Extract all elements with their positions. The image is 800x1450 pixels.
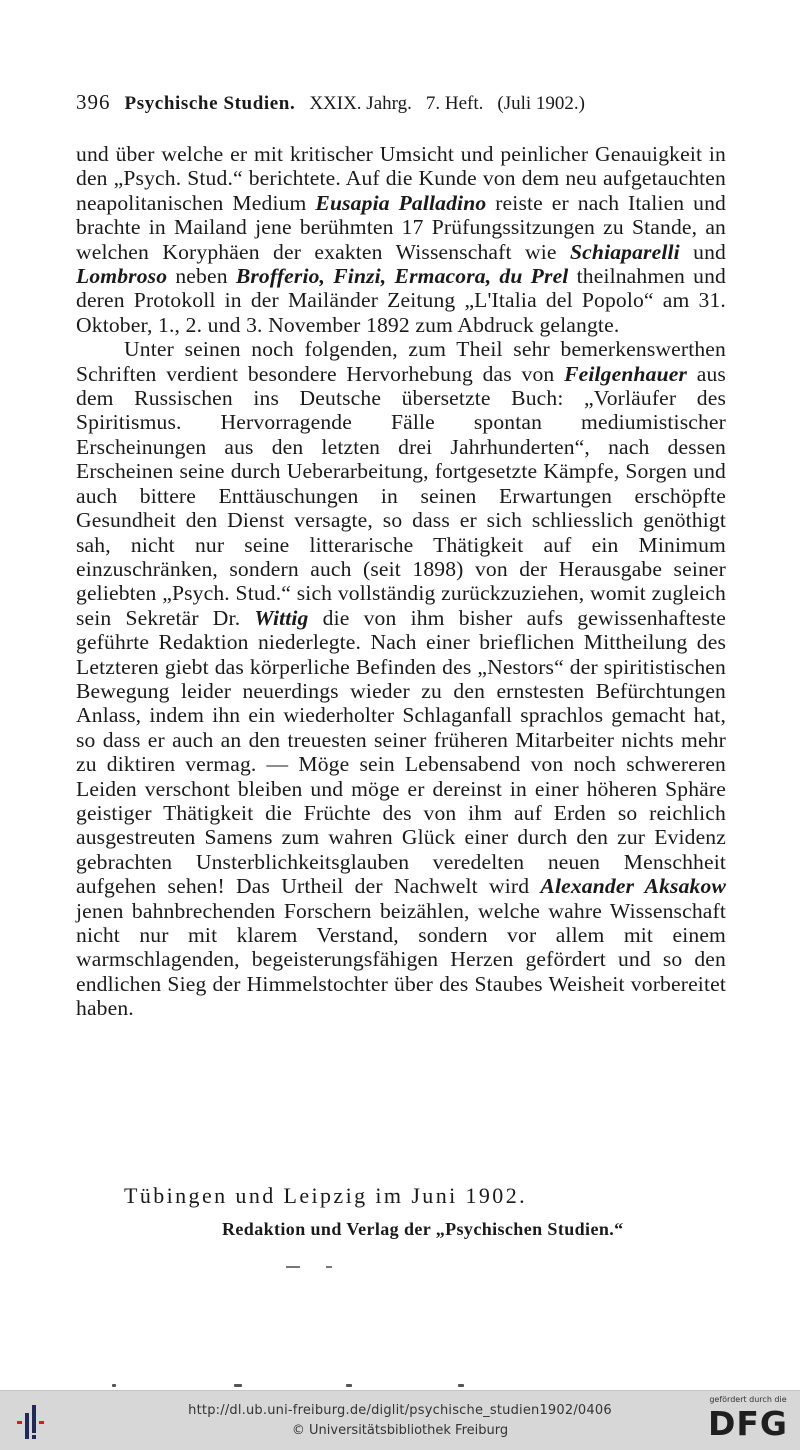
dfg-funding-note: gefördert durch die (709, 1395, 787, 1404)
ub-freiburg-logo-icon[interactable] (16, 1401, 46, 1441)
editorial-signature: Redaktion und Verlag der „Psychischen Studien.“ (222, 1219, 624, 1239)
article-body (76, 142, 726, 1021)
text-run: aus dem Russischen ins Deutsche übersetzte Buch: „Vorläufer des Spiritismus. Hervorragende Fälle spontan mediumistischer Erscheinungen aus den letzten drei Jahrhunderten“, nach dessen Erscheinen seine durch Ueberarbeitung, fortgesetzte Kämpfe, Sorgen und auch bittere Enttäuschungen in seinen Erwartungen erschöpfte Gesundheit den Dienst versagte, so dass er sich schliesslich genöthigt sah, nicht nur seine litterarische Thätigkeit auf ein Minimum einzuschränken, sondern auch (seit 1898) von der Herausgabe seiner geliebten „Psych. Stud.“ sich vollständig zurückzuziehen, womit zugleich sein Sekretär Dr. (76, 361, 726, 630)
text-run: jenen bahnbrechenden Forschern beizählen, welche wahre Wissenschaft nicht nur mit klarem Verstand, sondern vor allem mit einem warmschlagenden, begeisterungsfähigen Herzen gefördert und so den endlichen Sieg der Himmelstochter über des Staubes Weisheit vorbereitet haben. (76, 898, 726, 1021)
dfg-logo[interactable] (706, 1395, 790, 1447)
text-run: reiste er nach Italien und brachte in Mailand jene berühmten 17 Prüfungssitzungen zu Stande, an welchen Koryphäen der exakten Wissenschaft wie (76, 190, 726, 264)
issue-date: (Juli 1902.) (497, 93, 585, 114)
emphasized-name: Lombroso (76, 264, 168, 289)
permalink-url[interactable]: http://dl.ub.uni-freiburg.de/diglit/psychische_studien1902/0406 (188, 1403, 612, 1418)
running-title: Psychische Studien. (124, 93, 296, 114)
emphasized-name: Alexander Aksakow (540, 874, 726, 899)
emphasized-name: Schiaparelli (570, 239, 680, 264)
paragraph (76, 142, 726, 337)
print-specks (286, 1266, 336, 1270)
viewer-footer (0, 1390, 800, 1450)
emphasized-name: Brofferio, Finzi, Ermacora, du Prel (235, 264, 569, 289)
footer-citation (100, 1402, 700, 1440)
text-run: die von ihm bisher aufs gewissenhafteste geführte Redaktion niederlegte. Nach einer brieflichen Mittheilung des Letzteren giebt das körperliche Befinden des „Nestors“ der spiritistischen Bewegung leider neuerdings wieder zu den ernstesten Befürchtungen Anlass, indem ihn ein wiederholter Schlaganfall sprachlos gemacht hat, so dass er auch an den treuesten seiner früheren Mitarbeiter nichts mehr zu diktiren vermag. — Möge sein Lebensabend von noch schwereren Leiden verschont bleiben und möge er dereinst in einer höheren Sphäre geistiger Thätigkeit die Früchte des von ihm auf Erden so reichlich ausgestreuten Samens zum wahren Glück einer durch den zur Evidenz gebrachten Unsterblichkeitsglauben veredelten neuen Menschheit aufgehen sehen! Das Urtheil der Nachwelt wird (76, 605, 726, 899)
volume-label: XXIX. Jahrg. (309, 93, 412, 114)
text-run: neben (167, 264, 236, 289)
paragraph (76, 337, 726, 1020)
emphasized-name: Wittig (254, 605, 309, 630)
copyright-notice: © Universitätsbibliothek Freiburg (291, 1423, 509, 1438)
dfg-mark: DFG (707, 1404, 789, 1443)
page-number: 396 (76, 90, 111, 114)
emphasized-name: Eusapia Palladino (315, 190, 487, 215)
emphasized-name: Feilgenhauer (564, 361, 688, 386)
page-header (76, 90, 726, 118)
dateline: Tübingen und Leipzig im Juni 1902. (124, 1183, 528, 1208)
issue-label: 7. Heft. (425, 93, 484, 114)
text-run: und (679, 239, 727, 264)
text-run: Unter seinen noch folgenden, zum Theil sehr bemerkenswerthen Schriften verdient besondere Hervorhebung das von (76, 337, 726, 386)
text-run: und über welche er mit kritischer Umsicht und peinlicher Genauigkeit in den „Psych. Stud.“ berichtete. Auf die Kunde von dem neu aufgetauchten neapolitanischen Medium (76, 142, 726, 215)
text-run: theilnahmen und deren Protokoll in der Mailänder Zeitung „L'Italia del Popolo“ am 31. Oktober, 1., 2. und 3. November 1892 zum Abdruck gelangte. (76, 264, 726, 337)
